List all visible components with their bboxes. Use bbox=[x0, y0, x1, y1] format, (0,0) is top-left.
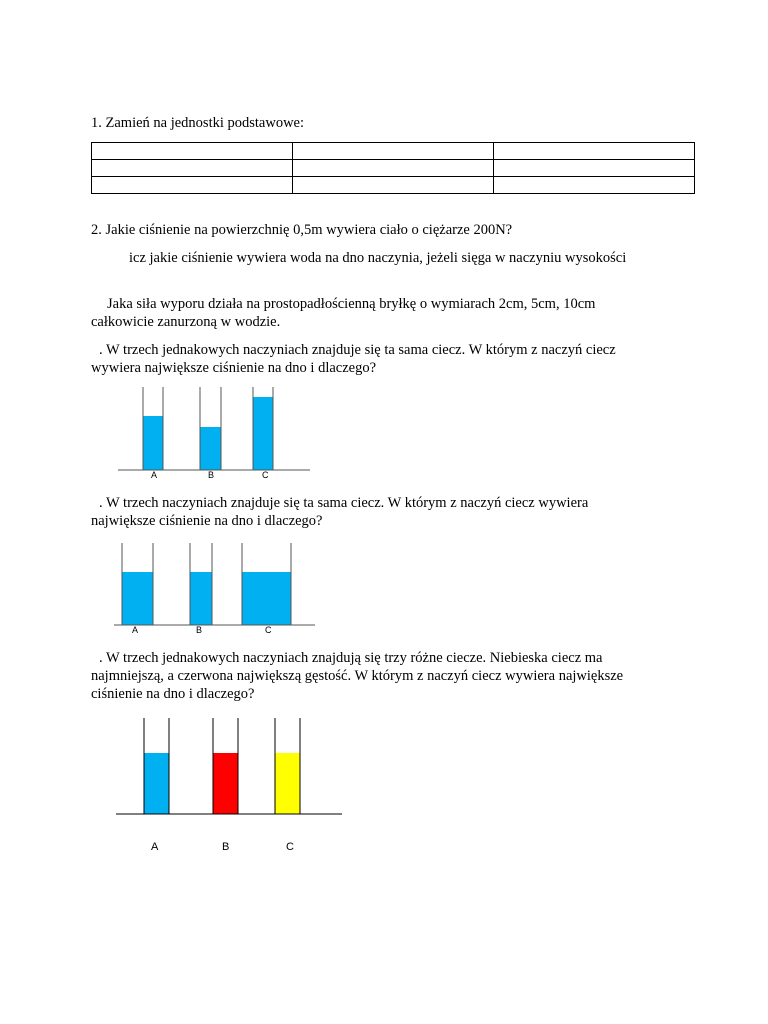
table-cell bbox=[293, 160, 494, 177]
vessel-a bbox=[122, 543, 153, 625]
question-4-line-1: Jaka siła wyporu działa na prostopadłościenną bryłkę o wymiarach 2cm, 5cm, 10cm bbox=[107, 296, 596, 312]
table-cell bbox=[92, 160, 293, 177]
table-row bbox=[92, 160, 695, 177]
question-5-line-2: wywiera największe ciśnienie na dno i dlaczego? bbox=[91, 360, 377, 376]
question-6-line-1: . W trzech naczyniach znajduje się ta sama ciecz. W którym z naczyń ciecz wywiera bbox=[99, 495, 589, 511]
vessel-c bbox=[242, 543, 291, 625]
table-cell bbox=[494, 177, 695, 194]
liquid-b bbox=[190, 572, 212, 625]
vessel-b bbox=[200, 387, 221, 470]
question-1-title: 1. Zamień na jednostki podstawowe: bbox=[91, 115, 305, 131]
liquid-c bbox=[242, 572, 291, 625]
label-a: A bbox=[151, 470, 158, 480]
vessel-a bbox=[143, 387, 163, 470]
vessel-b bbox=[213, 718, 238, 814]
question-4-line-2: całkowicie zanurzoną w wodzie. bbox=[91, 314, 281, 330]
table-row bbox=[92, 177, 695, 194]
figure-5-vessels bbox=[110, 382, 315, 482]
label-b: B bbox=[196, 625, 203, 635]
vessel-a bbox=[144, 718, 169, 814]
table-cell bbox=[494, 143, 695, 160]
liquid-c bbox=[275, 753, 300, 814]
units-table bbox=[91, 142, 695, 194]
vessel-b bbox=[190, 543, 212, 625]
label-b: B bbox=[222, 841, 230, 853]
question-3-text: icz jakie ciśnienie wywiera woda na dno naczynia, jeżeli sięga w naczyniu wysokości bbox=[129, 250, 627, 266]
question-7-line-2: najmniejszą, a czerwona największą gęstość. W którym z naczyń ciecz wywiera największe bbox=[91, 668, 624, 684]
label-c: C bbox=[286, 841, 294, 853]
question-7-line-1: . W trzech jednakowych naczyniach znajdują się trzy różne ciecze. Niebieska ciecz ma bbox=[99, 650, 603, 666]
question-2-title: 2. Jakie ciśnienie na powierzchnię 0,5m wywiera ciało o ciężarze 200N? bbox=[91, 222, 513, 238]
liquid-b bbox=[200, 427, 221, 470]
table-cell bbox=[494, 160, 695, 177]
liquid-c bbox=[253, 397, 273, 470]
question-7-line-3: ciśnienie na dno i dlaczego? bbox=[91, 686, 255, 702]
liquid-a bbox=[144, 753, 169, 814]
liquid-a bbox=[122, 572, 153, 625]
question-5-line-1: . W trzech jednakowych naczyniach znajduje się ta sama ciecz. W którym z naczyń ciecz bbox=[99, 342, 616, 358]
table-row bbox=[92, 143, 695, 160]
label-c: C bbox=[265, 625, 272, 635]
question-6-line-2: największe ciśnienie na dno i dlaczego? bbox=[91, 513, 323, 529]
liquid-b bbox=[213, 753, 238, 814]
vessel-c bbox=[275, 718, 300, 814]
label-a: A bbox=[132, 625, 139, 635]
table-cell bbox=[92, 177, 293, 194]
label-c: C bbox=[262, 470, 269, 480]
figure-7-vessels bbox=[110, 706, 350, 856]
figure-6-vessels bbox=[110, 538, 320, 636]
table-cell bbox=[293, 143, 494, 160]
table-cell bbox=[293, 177, 494, 194]
vessel-c bbox=[253, 387, 273, 470]
label-b: B bbox=[208, 470, 215, 480]
liquid-a bbox=[143, 416, 163, 470]
label-a: A bbox=[151, 841, 159, 853]
table-cell bbox=[92, 143, 293, 160]
